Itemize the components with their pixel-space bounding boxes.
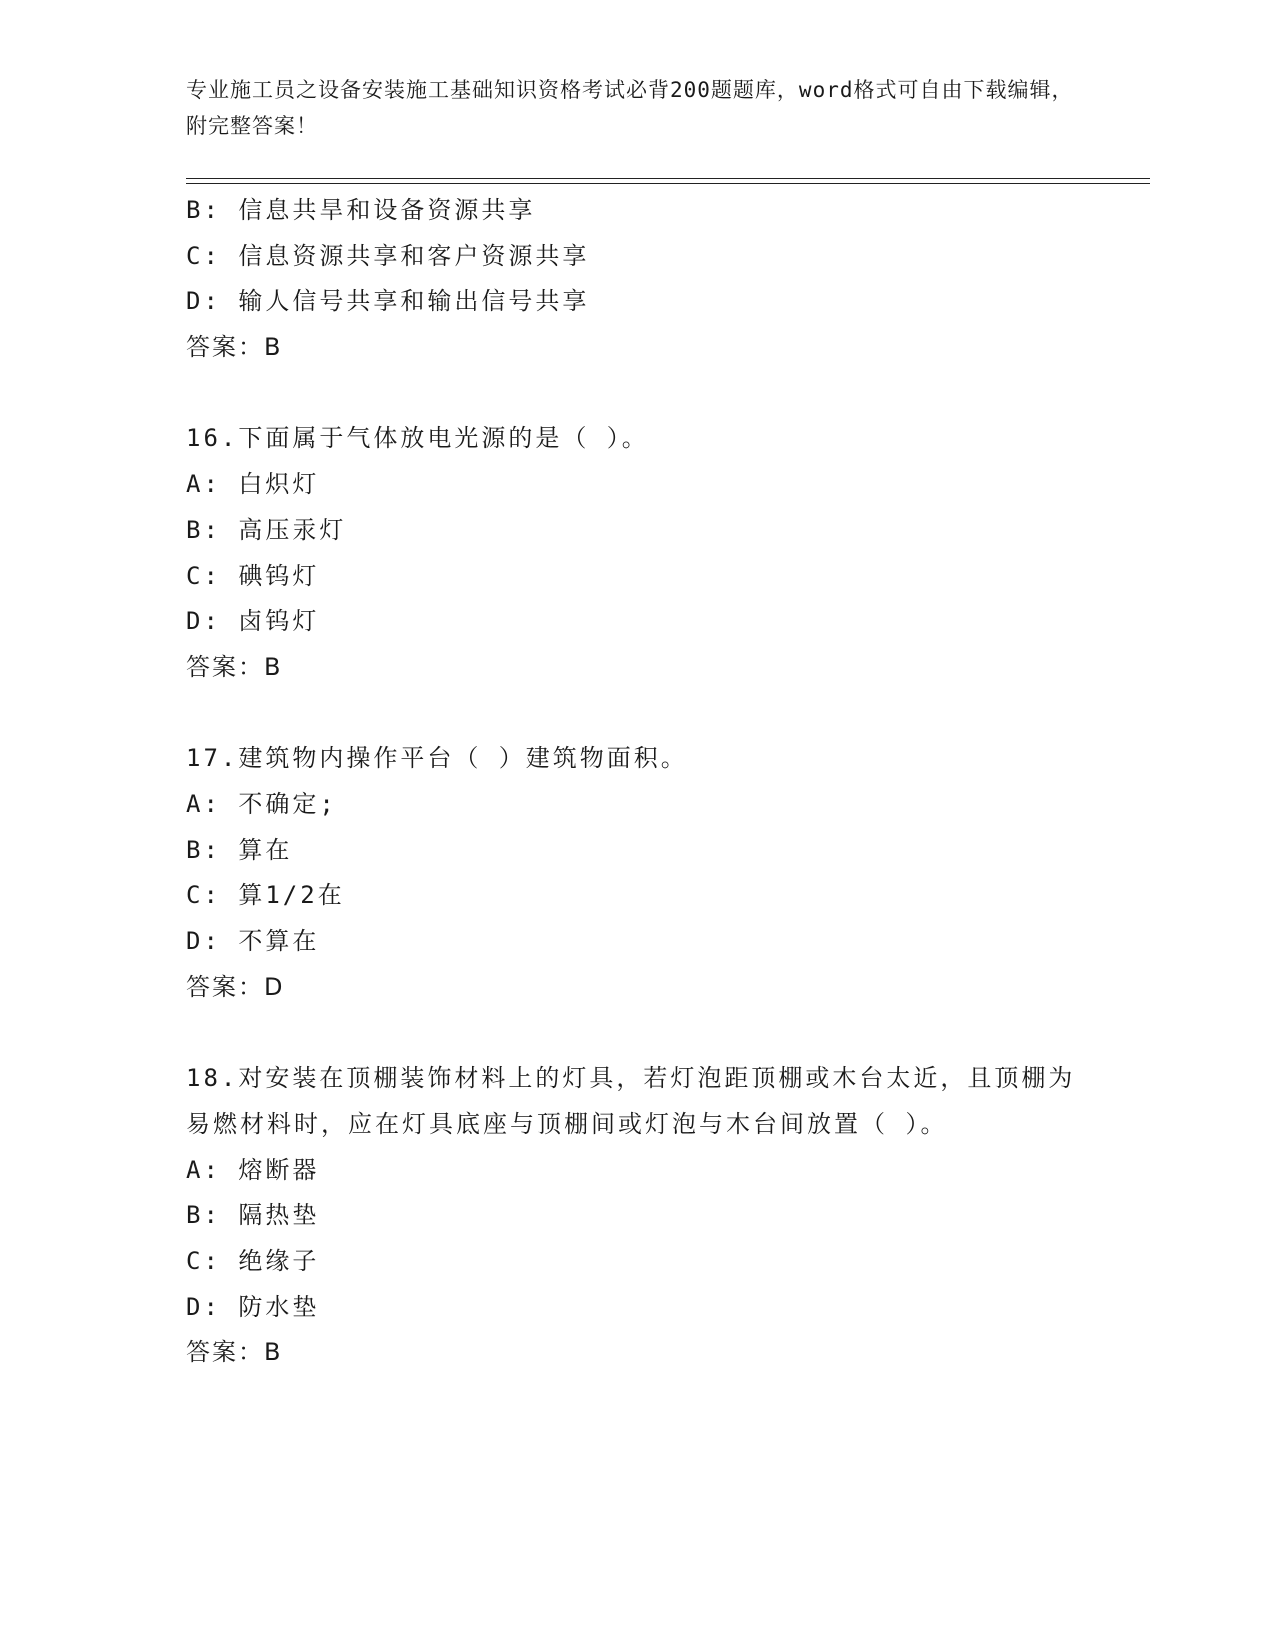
answer-line: 答案：B <box>186 652 283 681</box>
option-a: A: 不确定; <box>186 789 337 818</box>
option-b: B: 算在 <box>186 835 293 864</box>
option-d: D: 输人信号共享和输出信号共享 <box>186 287 590 316</box>
option-c: C: 信息资源共享和客户资源共享 <box>186 241 590 270</box>
option-d: D: 防水垫 <box>186 1292 320 1321</box>
spacer <box>186 1010 1086 1056</box>
question-block-16 <box>186 416 1086 690</box>
question-stem: 17.建筑物内操作平台（ ）建筑物面积。 <box>186 744 688 773</box>
option-a: A: 熔断器 <box>186 1155 320 1184</box>
option-a: A: 白炽灯 <box>186 470 320 499</box>
question-block-17 <box>186 736 1086 1010</box>
document-header: 专业施工员之设备安装施工基础知识资格考试必背200题题库，word格式可自由下载编辑，附完整答案！ <box>186 78 1074 138</box>
answer-line: 答案：D <box>186 972 285 1001</box>
question-stem: 16.下面属于气体放电光源的是（ ）。 <box>186 424 649 453</box>
question-block-18 <box>186 1056 1086 1376</box>
option-c: C: 算1/2在 <box>186 881 345 910</box>
option-b: B: 高压汞灯 <box>186 515 347 544</box>
header-divider-top <box>186 178 1150 179</box>
spacer <box>186 691 1086 737</box>
option-d: D: 不算在 <box>186 927 320 956</box>
option-d: D: 卤钨灯 <box>186 607 320 636</box>
spacer <box>186 371 1086 417</box>
question-block-continued <box>186 188 1086 371</box>
option-c: C: 碘钨灯 <box>186 561 320 590</box>
option-b: B: 隔热垫 <box>186 1201 320 1230</box>
header-divider-bottom <box>186 183 1150 184</box>
answer-line: 答案：B <box>186 1338 283 1367</box>
option-c: C: 绝缘子 <box>186 1246 320 1275</box>
answer-line: 答案：B <box>186 333 283 362</box>
option-b: B: 信息共旱和设备资源共享 <box>186 196 536 224</box>
question-stem: 18.对安装在顶棚装饰材料上的灯具，若灯泡距顶棚或木台太近，且顶棚为易燃材料时，应在灯具底座与顶棚间或灯泡与木台间放置（ ）。 <box>186 1064 1076 1138</box>
question-list <box>186 188 1086 1376</box>
